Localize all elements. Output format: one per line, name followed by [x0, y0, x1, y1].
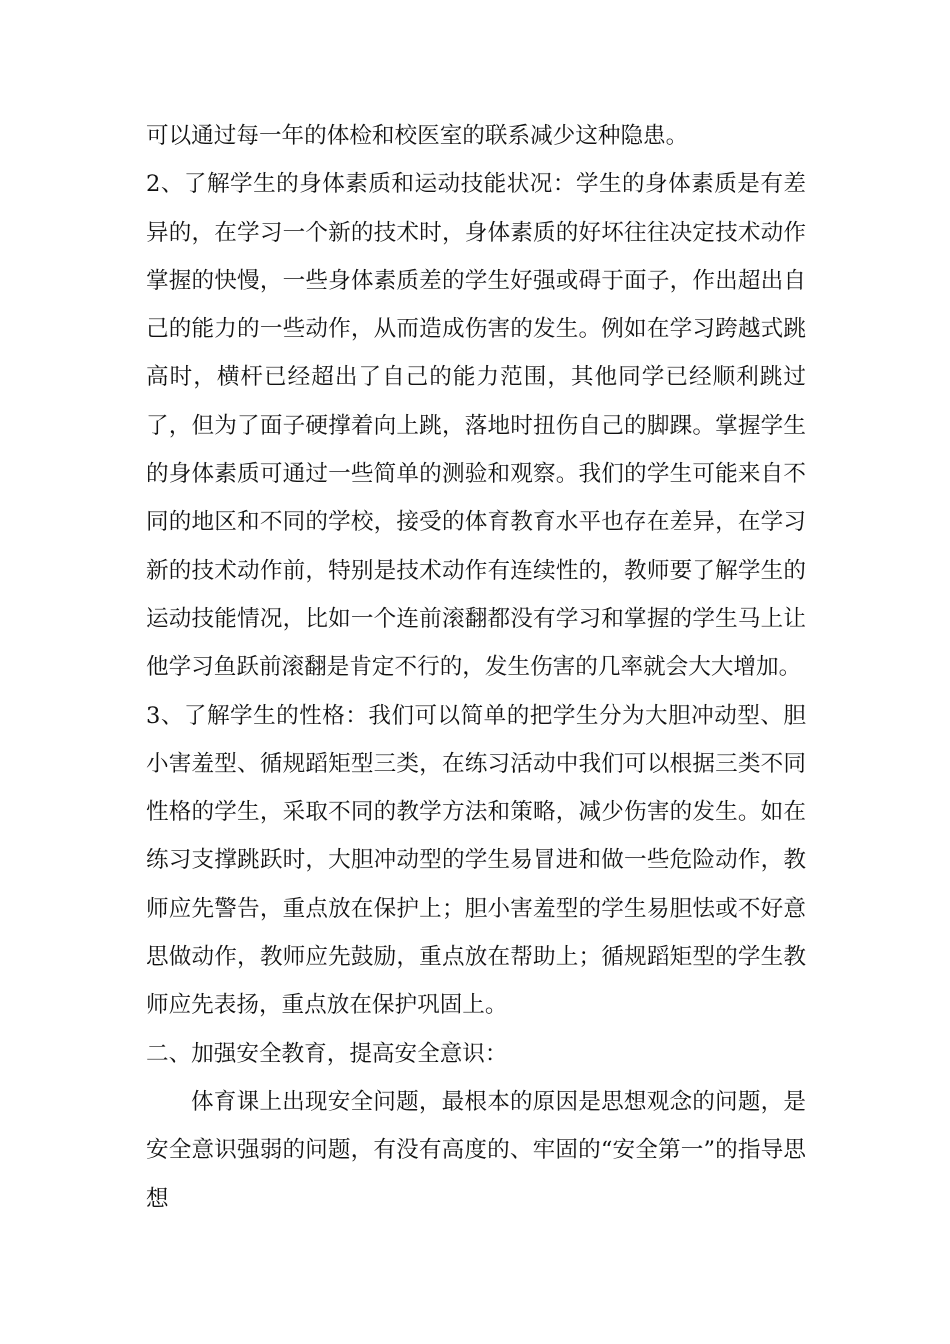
paragraph-physical-fitness: 2、了解学生的身体素质和运动技能状况：学生的身体素质是有差异的，在学习一个新的技术时，身体素质的好坏往往决定技术动作掌握的快慢，一些身体素质差的学生好强或碍于面子，作出超出自己的能力的一些动作，从而造成伤害的发生。例如在学习跨越式跳高时，横杆已经超出了自己的能力范围，其他同学已经顺利跳过了，但为了面子硬撑着向上跳，落地时扭伤自己的脚踝。掌握学生的身体素质可通过一些简单的测验和观察。我们的学生可能来自不同的地区和不同的学校，接受的体育教育水平也存在差异，在学习新的技术动作前，特别是技术动作有连续性的，教师要了解学生的运动技能情况，比如一个连前滚翻都没有学习和掌握的学生马上让他学习鱼跃前滚翻是肯定不行的，发生伤害的几率就会大大增加。: [146, 171, 806, 681]
paragraph-personality: 3、了解学生的性格：我们可以简单的把学生分为大胆冲动型、胆小害羞型、循规蹈矩型三类，在练习活动中我们可以根据三类不同性格的学生，采取不同的教学方法和策略，减少伤害的发生。如在练习支撑跳跃时，大胆冲动型的学生易冒进和做一些危险动作，教师应先警告，重点放在保护上；胆小害羞型的学生易胆怯或不好意思做动作，教师应先鼓励，重点放在帮助上；循规蹈矩型的学生教师应先表扬，重点放在保护巩固上。: [146, 702, 806, 1019]
section-heading-safety-education: 二、加强安全教育，提高安全意识：: [146, 1040, 508, 1067]
document-body: [146, 112, 806, 1223]
paragraph-safety-awareness: 体育课上出现安全问题，最根本的原因是思想观念的问题，是安全意识强弱的问题，有没有高度的、牢固的“安全第一”的指导思想: [146, 1088, 806, 1212]
paragraph-continuation: 可以通过每一年的体检和校医室的联系减少这种隐患。: [146, 123, 689, 149]
